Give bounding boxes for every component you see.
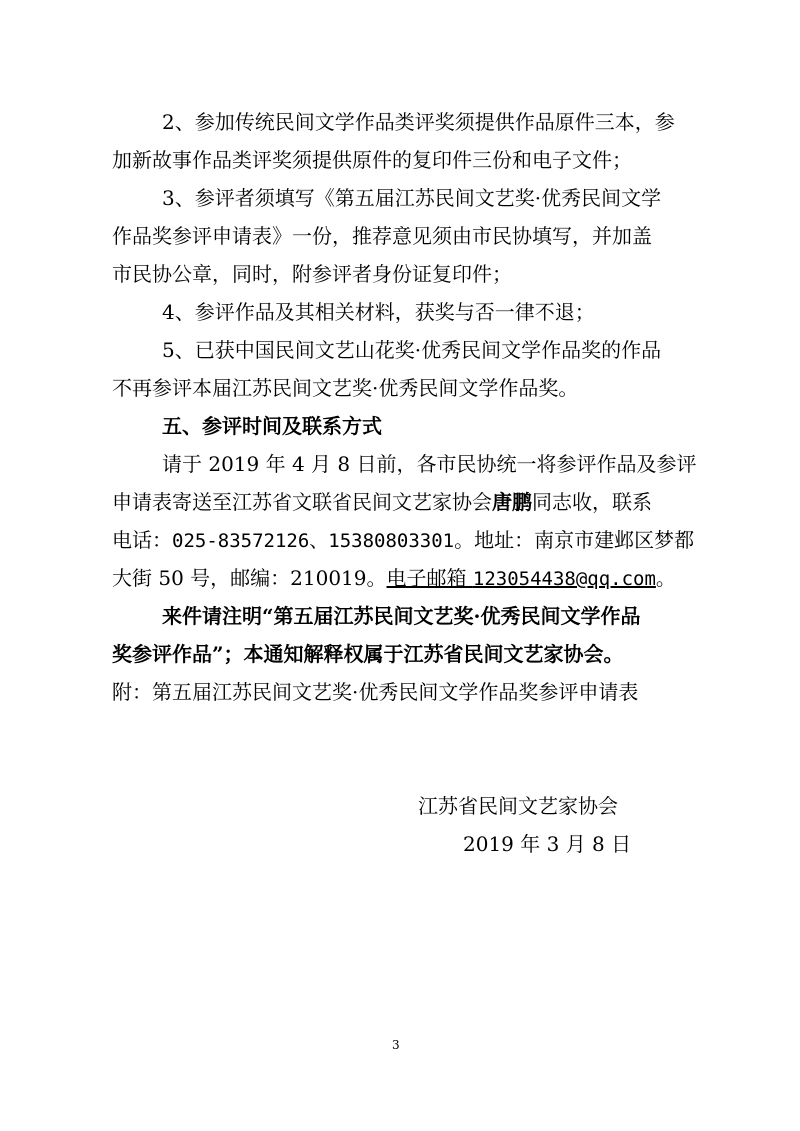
- email-label: 电子邮箱: [386, 566, 473, 590]
- signature-date: 2019 年 3 月 8 日: [463, 832, 632, 856]
- contact-name: 唐鹏: [492, 490, 532, 514]
- section-heading: 五、参评时间及联系方式: [162, 414, 382, 438]
- paragraph-line: 5、已获中国民间文艺山花奖·优秀民间文学作品奖的作品: [162, 338, 662, 362]
- email-link[interactable]: [387, 566, 656, 590]
- signature-org: 江苏省民间文艺家协会: [418, 794, 618, 818]
- paragraph-line: 3、参评者须填写《第五届江苏民间文艺奖·优秀民间文学: [162, 186, 662, 210]
- paragraph-line: 加新故事作品类评奖须提供原件的复印件三份和电子文件；: [112, 148, 632, 172]
- phone-numbers: 025-83572126、15380803301: [172, 530, 455, 552]
- contact-text: 同志收，联系: [532, 490, 652, 514]
- attachment-line: 附：第五届江苏民间文艺奖·优秀民间文学作品奖参评申请表: [112, 680, 639, 704]
- contact-text: 申请表寄送至江苏省文联省民间文艺家协会: [112, 490, 492, 514]
- contact-line: [112, 489, 800, 515]
- address-text: 大街 50 号，邮编：210019。: [112, 566, 387, 590]
- note-line: 来件请注明“第五届江苏民间文艺奖·优秀民间文学作品: [162, 604, 641, 628]
- phone-label: 电话：: [112, 528, 172, 552]
- contact-line: 请于 2019 年 4 月 8 日前，各市民协统一将参评作品及参评: [162, 452, 697, 476]
- paragraph-line: 作品奖参评申请表》一份，推荐意见须由市民协填写，并加盖: [112, 224, 652, 248]
- email-address: 123054438@qq.com: [472, 568, 656, 590]
- contact-line: [112, 527, 800, 554]
- paragraph-line: 4、参评作品及其相关材料，获奖与否一律不退；: [162, 300, 595, 324]
- paragraph-line: 市民协公章，同时，附参评者身份证复印件；: [112, 262, 512, 286]
- note-line: 奖参评作品”；本通知解释权属于江苏省民间文艺家协会。: [112, 642, 624, 666]
- contact-text: 。: [655, 566, 676, 590]
- paragraph-line: 不再参评本届江苏民间文艺奖·优秀民间文学作品奖。: [112, 376, 579, 400]
- page-number: 3: [392, 1038, 400, 1052]
- paragraph-line: 2、参加传统民间文学作品类评奖须提供作品原件三本，参: [162, 110, 675, 134]
- contact-line: [112, 565, 800, 592]
- address-text: 。地址：南京市建邺区梦都: [454, 528, 695, 552]
